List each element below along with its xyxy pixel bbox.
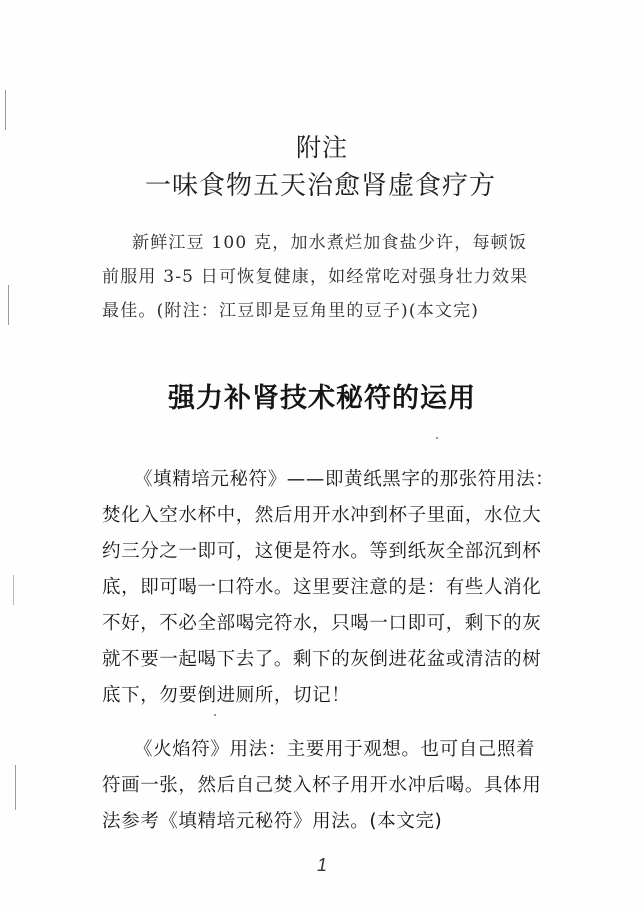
scan-margin-mark <box>8 285 9 325</box>
scan-speck <box>436 437 438 439</box>
annex-body-line: 前服用 3-5 日可恢复健康，如经常吃对强身壮力效果 <box>102 267 529 287</box>
scan-margin-mark <box>5 90 6 130</box>
paragraph-line: 《火焰符》用法：主要用于观想。也可自己照着 <box>134 739 536 760</box>
annex-body-line: 最佳。(附注：江豆即是豆角里的豆子)(本文完) <box>102 301 480 321</box>
section-title: 强力补肾技术秘符的运用 <box>168 383 476 414</box>
paragraph-line: 符画一张，然后自己焚入杯子用开水冲后喝。具体用 <box>102 775 542 796</box>
paragraph-line: 约三分之一即可，这便是符水。等到纸灰全部沉到杯 <box>102 541 542 562</box>
paragraph-fu-2 <box>102 732 562 840</box>
paragraph-line: 底，即可喝一口符水。这里要注意的是：有些人消化 <box>102 577 542 598</box>
annex-body <box>102 226 560 328</box>
paragraph-line: 不好，不必全部喝完符水，只喝一口即可，剩下的灰 <box>102 613 542 634</box>
paragraph-line: 《填精培元秘符》——即黄纸黑字的那张符用法： <box>134 469 555 490</box>
paragraph-line: 法参考《填精培元秘符》用法。(本文完) <box>102 811 443 832</box>
paragraph-line: 就不要一起喝下去了。剩下的灰倒进花盆或清洁的树 <box>102 649 542 670</box>
paragraph-fu-1 <box>102 462 562 714</box>
paragraph-line: 底下，勿要倒进厕所，切记！ <box>102 685 351 706</box>
page-number: 1 <box>316 855 327 875</box>
annex-body-line: 新鲜江豆 100 克，加水煮烂加食盐少许，每顿饭 <box>132 233 528 253</box>
annex-title: 附注 <box>295 133 348 162</box>
annex-subtitle: 一味食物五天治愈肾虚食疗方 <box>145 171 497 201</box>
scan-margin-mark <box>15 765 16 810</box>
scan-speck <box>214 714 216 716</box>
scan-margin-mark <box>13 575 14 605</box>
paragraph-line: 焚化入空水杯中，然后用开水冲到杯子里面，水位大 <box>102 505 542 526</box>
